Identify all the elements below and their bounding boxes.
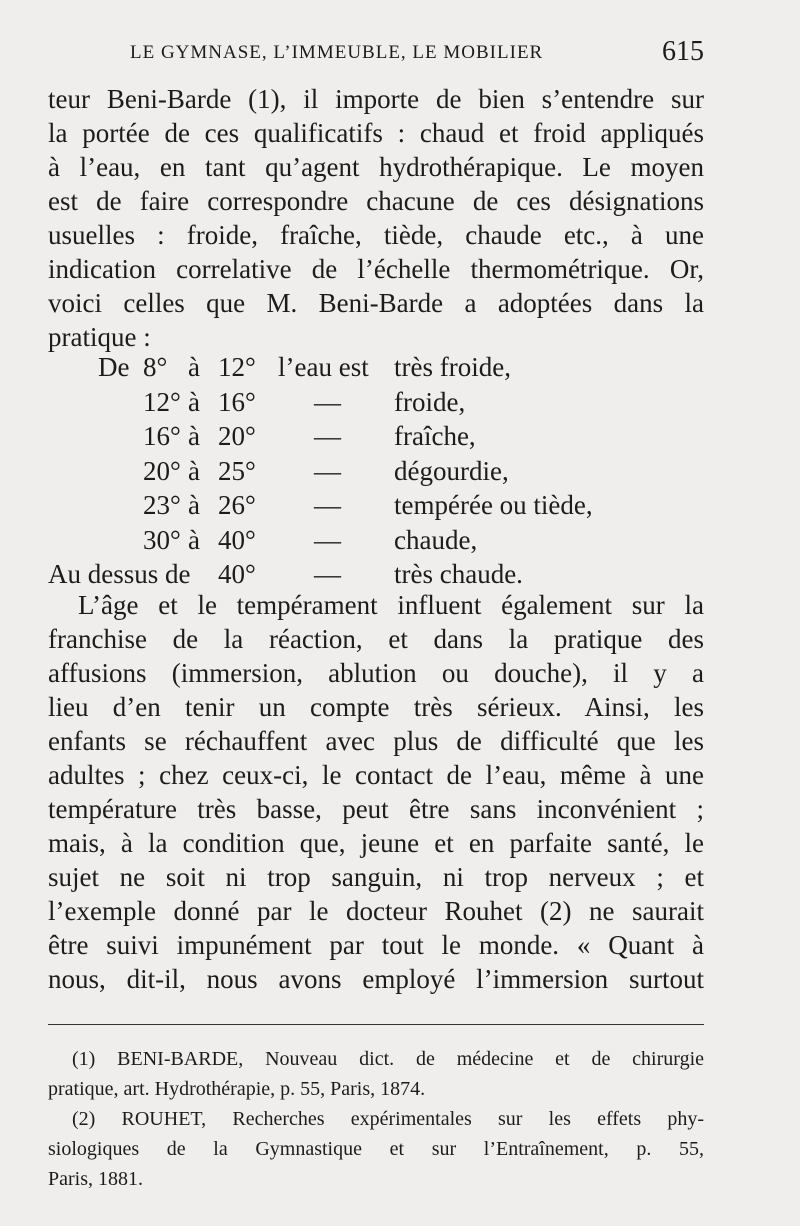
temp-description: chaude, <box>394 524 478 555</box>
page-number: 615 <box>662 36 704 67</box>
text-line: est de faire correspondre chacune de ces désignations <box>48 186 704 216</box>
temp-from: 12° <box>143 386 181 417</box>
row-prefix: Au dessus de <box>48 559 191 589</box>
temp-to: 20° <box>218 421 256 451</box>
text-line: être suivi impunément par tout le monde. « Quant à <box>48 930 704 960</box>
temp-description: très chaude. <box>394 559 523 589</box>
temp-connector: à <box>188 455 200 486</box>
text-line: enfants se réchauffent avec plus de difficulté que les <box>48 726 704 756</box>
temp-dash: — <box>314 421 341 451</box>
temperature-row <box>48 523 704 558</box>
footnote-2-line: Paris, 1881. <box>48 1168 143 1190</box>
footnotes <box>48 1044 704 1194</box>
text-line: mais, à la condition que, jeune et en parfaite santé, le <box>48 828 704 858</box>
temp-connector: à <box>188 386 200 417</box>
temp-from: 16° <box>143 421 181 451</box>
text-line: la portée de ces qualificatifs : chaud et froid appliqués <box>48 118 704 148</box>
row-prefix: De <box>98 352 130 382</box>
temperature-row <box>48 557 704 592</box>
temp-connector: à <box>188 524 200 555</box>
text-line: nous, dit-il, nous avons employé l’immersion surtout <box>48 964 704 994</box>
temperature-row <box>48 419 704 454</box>
temp-connector: à <box>188 352 200 382</box>
temperature-row <box>48 454 704 489</box>
temp-to: 16° <box>218 386 256 417</box>
temperature-scale-table <box>48 350 704 592</box>
temp-from: 30° <box>143 524 181 555</box>
footnote-1-line: pratique, art. Hydrothérapie, p. 55, Paris, 1874. <box>48 1078 426 1100</box>
temp-description: froide, <box>394 386 466 417</box>
temp-dash: — <box>314 559 341 589</box>
text-line: franchise de la réaction, et dans la pratique des <box>48 624 704 654</box>
temp-description: tempérée ou tiède, <box>394 490 593 520</box>
temp-dash: — <box>314 524 341 555</box>
text-line: température très basse, peut être sans inconvénient ; <box>48 794 704 824</box>
temp-description: fraîche, <box>394 421 476 451</box>
temp-dash: l’eau est <box>278 352 369 382</box>
temp-from: 20° <box>143 455 181 486</box>
text-line: affusions (immersion, ablution ou douche), il y a <box>48 658 704 688</box>
footnote-1-line: (1) BENI-BARDE, Nouveau dict. de médecine et de chirurgie <box>72 1048 704 1070</box>
text-line: teur Beni-Barde (1), il importe de bien s’entendre sur <box>48 84 704 114</box>
text-line: à l’eau, en tant qu’agent hydrothérapique. Le moyen <box>48 152 704 182</box>
temp-to: 25° <box>218 455 256 486</box>
text-line: L’âge et le tempérament influent également sur la <box>78 590 704 620</box>
temp-connector: à <box>188 490 200 520</box>
paragraph-2 <box>48 588 704 996</box>
temp-to: 40° <box>218 559 256 589</box>
temp-dash: — <box>314 455 341 486</box>
temperature-row <box>48 488 704 523</box>
temp-dash: — <box>314 490 341 520</box>
footnote-2-line: siologiques de la Gymnastique et sur l’Entraînement, p. 55, <box>48 1138 704 1160</box>
text-line: lieu d’en tenir un compte très sérieux. Ainsi, les <box>48 692 704 722</box>
paragraph-1 <box>48 82 704 354</box>
text-line: usuelles : froide, fraîche, tiède, chaude etc., à une <box>48 220 704 250</box>
running-head: LE GYMNASE, L’IMMEUBLE, LE MOBILIER <box>130 42 544 63</box>
text-line: adultes ; chez ceux-ci, le contact de l’eau, même à une <box>48 760 704 790</box>
temp-description: très froide, <box>394 352 511 382</box>
temp-to: 26° <box>218 490 256 520</box>
text-line: sujet ne soit ni trop sanguin, ni trop nerveux ; et <box>48 862 704 892</box>
temp-to: 12° <box>218 352 256 382</box>
temp-from: 8° <box>143 352 168 382</box>
temperature-row <box>48 385 704 420</box>
footnote-2-line: (2) ROUHET, Recherches expérimentales sur les effets phy- <box>72 1108 704 1130</box>
temp-description: dégourdie, <box>394 455 509 486</box>
footnote-rule <box>48 1024 704 1025</box>
temperature-row <box>48 350 704 385</box>
temp-to: 40° <box>218 524 256 555</box>
text-line: indication correlative de l’échelle thermométrique. Or, <box>48 254 704 284</box>
text-line: voici celles que M. Beni-Barde a adoptées dans la <box>48 288 704 318</box>
text-line: l’exemple donné par le docteur Rouhet (2) ne saurait <box>48 896 704 926</box>
temp-from: 23° <box>143 490 181 520</box>
text-line: pratique : <box>48 322 151 352</box>
temp-connector: à <box>188 421 200 451</box>
temp-dash: — <box>314 386 341 417</box>
page-header <box>48 36 704 70</box>
